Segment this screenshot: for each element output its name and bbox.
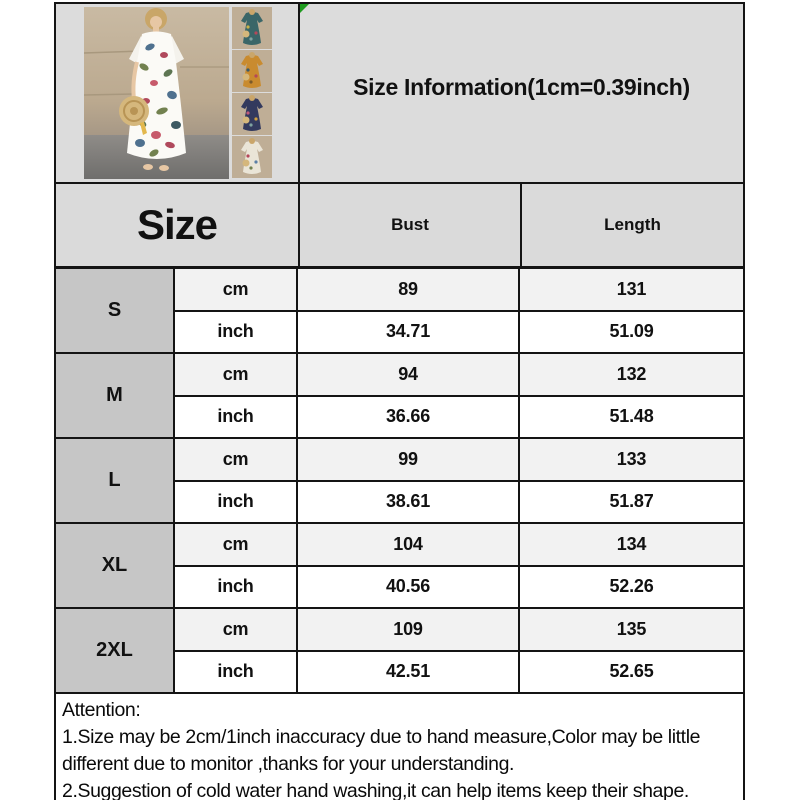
unit-label-inch: inch	[217, 576, 254, 597]
unit-label-inch: inch	[217, 661, 254, 682]
bust-value: 42.51	[296, 652, 518, 693]
table-row-group-m	[56, 354, 743, 439]
bust-value: 38.61	[296, 482, 518, 523]
length-value: 132	[518, 354, 743, 395]
product-image-cell	[56, 4, 298, 182]
bust-value: 104	[296, 524, 518, 565]
attention-item-2: 2.Suggestion of cold water hand washing,it can help items keep their shape.	[62, 780, 689, 800]
column-header-size: Size	[136, 201, 218, 248]
length-value: 52.65	[518, 652, 743, 693]
green-corner-marker-icon	[300, 4, 309, 13]
table-row	[175, 652, 743, 693]
length-value: 135	[518, 609, 743, 650]
unit-label-inch: inch	[217, 491, 254, 512]
table-row	[175, 354, 743, 397]
size-label: M	[56, 354, 175, 437]
table-row	[175, 482, 743, 523]
bust-value: 40.56	[296, 567, 518, 608]
unit-label-cm: cm	[222, 533, 249, 554]
bust-value: 34.71	[296, 312, 518, 353]
page-title: Size Information(1cm=0.39inch)	[353, 73, 690, 100]
thumbnail-white-floral-dress	[232, 136, 272, 178]
bust-value: 99	[296, 439, 518, 480]
unit-label-cm: cm	[222, 363, 249, 384]
size-label: S	[56, 269, 175, 352]
unit-label-cm: cm	[222, 618, 249, 639]
thumbnail-navy-floral-dress	[232, 93, 272, 135]
table-row	[175, 312, 743, 353]
thumbnail-column	[232, 7, 272, 179]
bust-value: 109	[296, 609, 518, 650]
unit-label-inch: inch	[217, 406, 254, 427]
table-row-group-s	[56, 269, 743, 354]
table-row-group-2xl	[56, 609, 743, 694]
table-row	[175, 269, 743, 312]
attention-title: Attention:	[62, 699, 141, 721]
product-photo	[84, 7, 229, 179]
thumbnail-teal-floral-dress	[232, 7, 272, 49]
bust-value: 89	[296, 269, 518, 310]
attention-item-1: 1.Size may be 2cm/1inch inaccuracy due to hand measure,Color may be little different due to monitor ,thanks for your understanding.	[62, 726, 701, 775]
length-value: 133	[518, 439, 743, 480]
attention-note	[56, 694, 743, 800]
size-label: 2XL	[56, 609, 175, 692]
unit-label-cm: cm	[222, 278, 249, 299]
bust-value: 94	[296, 354, 518, 395]
column-header-bust: Bust	[298, 184, 520, 266]
size-label: L	[56, 439, 175, 522]
table-row-group-xl	[56, 524, 743, 609]
bust-value: 36.66	[296, 397, 518, 438]
length-value: 51.48	[518, 397, 743, 438]
length-value: 134	[518, 524, 743, 565]
table-row	[175, 439, 743, 482]
table-row	[175, 609, 743, 652]
length-value: 51.09	[518, 312, 743, 353]
unit-label-cm: cm	[222, 448, 249, 469]
length-value: 131	[518, 269, 743, 310]
thumbnail-mustard-floral-dress	[232, 50, 272, 92]
table-row-group-l	[56, 439, 743, 524]
top-row	[56, 4, 743, 184]
column-header-length: Length	[520, 184, 743, 266]
table-row	[175, 567, 743, 608]
length-value: 51.87	[518, 482, 743, 523]
size-chart-table	[54, 2, 745, 800]
length-value: 52.26	[518, 567, 743, 608]
table-row	[175, 524, 743, 567]
table-row	[175, 397, 743, 438]
title-cell	[298, 4, 743, 182]
unit-label-inch: inch	[217, 321, 254, 342]
column-header-row	[56, 184, 743, 269]
size-label: XL	[56, 524, 175, 607]
